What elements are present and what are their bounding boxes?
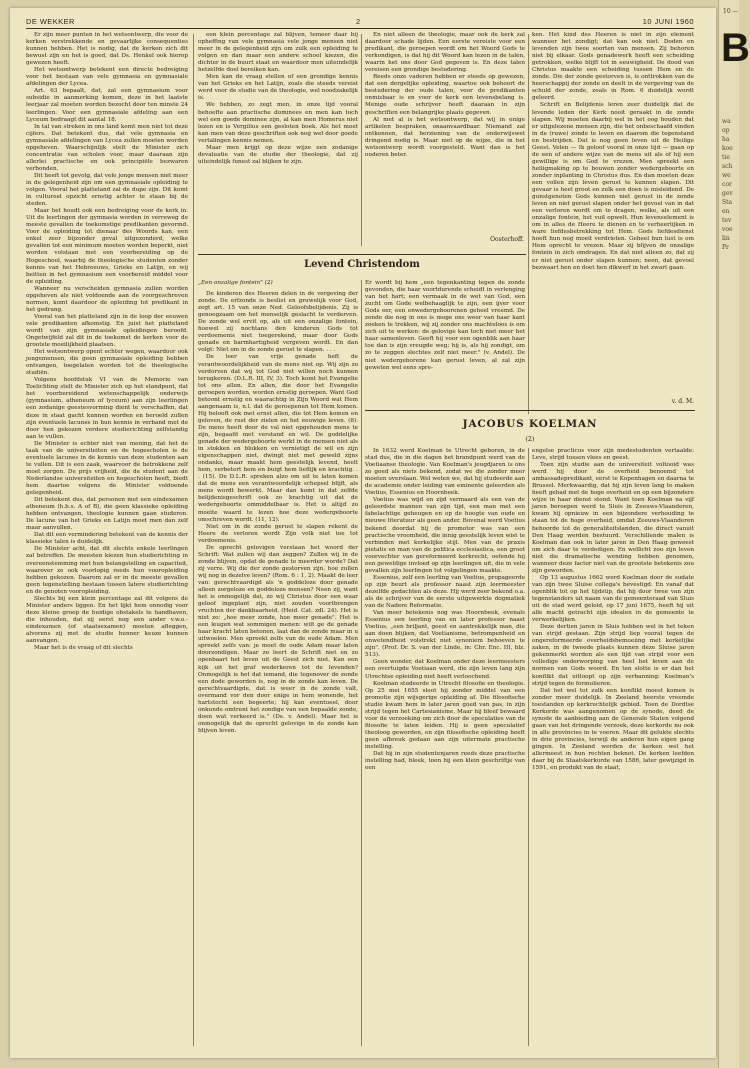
paragraph: Toen zijn studie aan de universiteit voltooid was werd hij door de overheid benoemd tot ambassadepredikant, eerst te Kopenhagen en daarna te Brussel. Merkwaardig, dat hij zijn leven lang te maken heeft gehad met de hoge overheid en op een bijzondere wijze in haar dienst stond. Want toen Koelman na vijf jaren beroepen werd te Sluis in Zeeuws-Vlaanderen, kwam hij opnieuw in een bijzondere verhouding te staan tot de hoge overheid, omdat Zeeuws-Vlaanderen behoorde tot de generaliteitslanden, die direct vanuit Den Haag werden bestuurd. Verschillende malen is Koelman dan ook in later jaren in Den Haag geweest om zich daar te verdedigen. En wellicht zou zijn leven niet die dramatische wending hebben genomen, wanneer deze factor niet van de grootste betekenis zou zijn geworden. xyxy=(532,462,694,574)
paragraph: engelse practicus voor zijn medestudenten vertaalde: Leve, strijd tussen vlees en geest. xyxy=(532,448,694,462)
section-rule xyxy=(198,254,526,255)
levend-christendom-column-1 xyxy=(198,280,358,1046)
koelman-column-1 xyxy=(365,448,525,1046)
paragraph: De kinderen des Heeren delen in de vergeving der zonde. De erfzonde is beslist en gruwelijk voor God, zegt art. 15 van onze Ned. Geloofsbelijdenis. Zij is genoegzaam om het menselijk geslacht te verderven. De zonde wel ervit op, als uit een onzalige fontein, hoewel zij nochtans den kinderen Gods tot verdoemenis niet toegerekend, maar door Gods genade en barmhartigheid vergeven wordt. En dan volgt: Niet om in de zonde gerust te slapen. . . . xyxy=(198,291,358,354)
levend-christendom-column-2 xyxy=(365,280,525,398)
article-column-4 xyxy=(532,32,694,412)
adjacent-page-fragment: tev xyxy=(722,217,732,224)
paragraph: De leer van vrije genade heft de verantwoordelijkheid van de mens niet op. Wij zijn zo verdorven dat wij tot God niet willen noch kunnen terugkeren. (D.L.R. III, IV, 3). Toch komt het Evangelie tot ons allen. En allen, die door het Evangelie geroepen worden, worden ernstig geroepen. Want God betoont ernstig en waarachtig in Zijn Woord wat Hem aangenaam is, n.l. dat de geroepenen tot Hem komen. Hij belooft ook met ernst allen, die tot Hem komen en geloven, de rust der zielen en het eeuwige leven. (8). De mens heeft door de val niet opgehouden mens te zijn, begaafd met verstand en wil. De goddelijke genade der wedergeboorte werkt in de mensen niet als in stokken en blokken en vernietigt de wil en zijn eigenschappen niet, dwingt niet met geweld zijns ondanks, maar maakt hem geestelijk levend, heelt hem, verbetert hem en buigt hem lieflijk en krachtig. . . (15). De D.L.R. spreken alzo om uit te laten komen dat de mens een verantwoordelijk schepsel blijft, als mens wordt bewerkt. Maar dan komt in dat zelfde belijdenisgeschrift ook zo krachtig uit dat de wedergeboorte ommiddelbaar is. Het is altijd zo moeite waard te lezen hoe deze wedergeboorte omschreven wordt. (11, 12). xyxy=(198,354,358,523)
column-divider xyxy=(361,280,362,1046)
paragraph: Dit betekent dus, dat personen met een eindexamen atheneum (h.b.s. A of B), die geen klassieke opleiding hebben ontvangen, theologie kunnen gaan studeren. De lacune van het Grieks en Latijn moet men dan zelf maar aanvullen. xyxy=(26,497,188,532)
paragraph: Er zijn meer punten in het wetsontwerp, die voor de kerken verstrekkende en gevaarlijke consequenties kunnen hebben. Het is nodig, dat de kerken zich dit bewust zijn en het is goed, dat Ds. Henkel ook hierop gewezen heeft. xyxy=(26,32,188,67)
paragraph: Er wordt bij hem „een tegenkanting tegen de zonde gevonden, die haar voortdurende scheidt in verlenging van het hart; een vermaak in de wet van God, een zucht om Gode welbehaaglijk te zijn, een ijver voor Gods eer, een onwedergeboorenen geheel vreemd. De zonde die nog in ons is moge ons weer van haar kant zoeken te trekken, wij zij zonder ons machteloos is om zich uit te werken: de gelovige kan toch niet meer het haar samenleven. Geeft hij voor een ogenblik aan haar toe dan is zijn vreugde weg; hij is, als hij zondigt, om zo te zeggen slechtes zelf niet meer." (v. Andel). De niet wedergeborene kan gerust leven, al zal zijn geweten wel eens spre- xyxy=(365,280,525,371)
column-divider xyxy=(361,34,362,246)
section-rule xyxy=(365,410,695,411)
adjacent-page-fragment: we xyxy=(722,172,731,179)
paragraph: Het wetsontwerp opent echter wegen, waardoor ook jongemensen, die geen gymnasiale opleiding hebben ontvangen, toegelaten worden tot de theologische studiën. xyxy=(26,349,188,377)
paragraph: De oprecht gelovigen verstaan het woord der Schrift: Wat zullen wij dan zeggen? Zullen wij in de zonde blijven, opdat de genade te meerder worde? Dat zij verre. Wij die der zonde gestorven zijn, hoe zullen wij nog in dezelve leven? (Rom. 6 : 1, 2). Maakt de leer van: gerechtvaardigd als 'n goddeloze door genade alleen zorgeloze en goddeloze mensen? Neen zij, want het is onmogelijk dat, zo wij Christus door een waar geloof ingeplant zijn, niet zouden voortbrengen vruchten der dankbaarheid. (Heid. Cat. zdl. 24). Het is niet zo: „hoe meer zonde, hoe meer genade". Het is een leugen wat sommigen menen: wilt ge de genade haar kracht laten betonen, laat dan de zonde maar in u uitwoelen. Men spreekt zelfs van de oude Adam. Men spreekt zelfs van: je moet de oude Adam maar laten doorzondigen. Maar zo leert de Schrift niet en zo openbaart het leven uit de Geest zich niet. Kan een kijk uit het graf wederkeren tot de levenden? Onmogelijk is het dat iemand, die tegenover de zonde een dode geworden is, nog in de zonde kan leven. De gerechtvaardigde, dat is weer in de zonde valt, overmand vor den door enige in hem wonende, het hartstocht een begeerte; hij kan eventueel, door onkunde omtrent het zondige van een bepaalde zonde, doen wat verkeerd is." (Ds. v. Andel). Maar het is onmogelijk dat de oprecht gelovige in de zonde kan blijven leven. xyxy=(198,544,358,734)
koelman-column-2 xyxy=(532,448,694,1046)
paragraph: In 1632 werd Koelman te Utrecht geboren, in de stad dus, die in die dagen het brandpunt werd van de Voetiaanse theologie. Van Koelman's jeugdjaren is ons zo goed als niets bekend, zodat we die zonder meer moeten overslaan. Wel weten we, dat hij studeerde aan de academie onder leiding van eminente geleerden als Voetius, Essenius en Hoornbeek. xyxy=(365,448,525,497)
paragraph: Schrift en Belijdenis leren zeer duidelijk dat de levende leden der Kerk nooit geraakt in de zonde slapen. Wij moeten daarbij wel in het oog houden dat er uitgelezene mensen zijn, die het onbeschaafd vinden in de (ruwe) zonde te leven en daarom die tegenstand en bestrijden. Dat is nog geen leven uit de Heilige Geest. Velen — Ik geloof vooral in onze tijd — gaan op de een of andere wijze van de mens uit als of hij een gewillige is om God te vrezen. Men spreekt een heiligmaking op te bouwen zonder wedergeboorte en zonder inplanting in Christus dus. En dan moeten deze een vollen zijn leven gerust te kunnen slapen. Dit gevaar is heel groot en zulk een doen is misleidend. De gunstgenoten Gods kunnen niet gerust in de zonde leven en niet gerust slapen onder het gevoel van in dat een verloren wordt om te dragen, welke, als uit een onzalige fontein, het vuil opwelt. Hun levenselement is om in alles de Heere te dienen en te verheerlijken in ware liefdesbetrekking tot Hem. Gods liefdesdienst hoeft hun nog moeit verdrieten. Geheel hun lust is om Hem oprecht te vrezen. Maar zij blijven de onzalige fontein in zich omdragen. En dat niet alleen zo, dat zij er niet gerust onder slapen kunnen; neen, dat gevoel bezwaart hen en doet hen dikwerf in het zwart gaan. xyxy=(532,102,694,271)
issue-date: 10 JUNI 1960 xyxy=(642,17,694,26)
adjacent-page-fragment: sch xyxy=(722,163,733,170)
paragraph: En niet alleen de theologie, maar ook de kerk zal daardoor schade lijden. Een eerste vereiste voor een predikant, die geroepen wordt om het Woord Gods te verkondigen, is dat hij dit Woord kan lezen in de talen, waarin het ons door God gegeven is. En deze talen vereisen een grondige bestudering. xyxy=(365,32,525,74)
paragraph: Slechts bij een klein percentage zal dit volgens de Minister anders liggen. En het lijkt hem onnodig voor deze kleine groep de huidige obstakels te handhaven, die inhouden, dat zij eerst nog een ander v.w.o.-eindexamen (of staatsexamen) moeten afleggen, alvorens zij met de studie hunner keuze kunnen aanvangen. xyxy=(26,595,188,645)
paragraph: De Minister is echter niet van mening, dat het de taak van de universiteiten en de hogescholen is de eventuele lacunes in de kennis van deze studenten aan te vullen. Dit is een zaak, waarvoor de betrokkene zelf moet zorgen. De prijs vrijheid, die de student aan de Nederlandse universiteiten en hogescholen heeft, biedt hem daartoe volgens de Minister voldoende gelegenheid. xyxy=(26,440,188,497)
paragraph: In tal van streken in ons land komt men niet tot deze cijfers. Dat betekent dus, dat vele gymnasia en gymnasiale afdelingen van Lycea zullen moeten worden opgeheven. Waarschijnlijk stelt de Minister zich concentratie van scholen voor, maar daaraan zijn allerlei practische en ook principiële bezwaren verbonden. xyxy=(26,123,188,172)
paragraph: Dat dit een vermindering betekent van de kennis der klassieke talen is duidelijk. xyxy=(26,532,188,546)
signature-oosterhoff: Oosterhoff. xyxy=(490,236,524,243)
paragraph: Op 13 augustus 1662 werd Koelman door de sudate van zijn twee Sluise collega's bevestigd. En vanaf dat ogenblik tot op het tijdstip, dat hij door twee van zijn tegenstanders uit naam van de gemeenteraad van Sluis uit de stad werd geleid, op 17 juni 1675, heeft hij uit alle macht getracht zijn idealen in de gemeente te verwerkelijken. xyxy=(532,574,694,624)
paragraph: Niet om in de zonde gerust te slapen rekent de Heere de verloren wordt Zijn volk niet toe tot verdoemenis. xyxy=(198,523,358,544)
column-divider xyxy=(193,34,194,1046)
paragraph: Al met al is het wetsontwerp, dat wij in enige artikelen bespraken, onaanvaardbaar. Niemand zal ontkennen, dat herziening van de onderwijswet dringend nodig is. Maar niet op de wijze, die in het wetsontwerp wordt voorgesteld. Want dan is het ouderen beter. xyxy=(365,116,525,158)
paragraph: Geen wonder, dat Koelman onder deze leermeesters een overtuigde Voetiaan werd, die zijn leven lang zijn Utrechtse opleiding niet heeft verloochend. xyxy=(365,659,525,680)
adjacent-page-fragment: voe xyxy=(722,226,733,233)
paragraph: Vooral van het platteland zijn in de loop der eeuwen vele predikanten afkomstig. En juist het platteland wordt van zijn gymnasiale opleidingen beroofd. Ongetwijfeld zal dit in de toekomst de kerken voor de grootste moeilijkheid plaatsen. xyxy=(26,313,188,349)
article-part-number: (2) xyxy=(525,435,535,443)
adjacent-page-fragment: lin xyxy=(722,235,730,242)
paragraph: Van meer betekenis nog was Hoornbeek, evenals Essenius een leerling van en later professor naast Voetius, „een briljant, geest en aantrekkelijk man, die aan doen blijken, dat Voetianisme, betrompenheid en onwetendheid volstrekt niet synoniem behoeven te zijn". (Prof. Dr. S. van der Linde, in: Chr. Enc. III, blz. 513). xyxy=(365,610,525,659)
adjacent-page-fragment: wa xyxy=(722,118,731,125)
paragraph: Art. 63 bepaalt, dat, zal een gymnasium voor subsidie in aanmerking komen, deze in het laatste leerjaar zal moeten worden bezocht door ten minste 24 leerlingen. Voor een gymnasiale afdeling aan een Lyceum bedraagt dit aantal 18. xyxy=(26,88,188,123)
page-number: 2 xyxy=(356,17,361,26)
adjacent-page-fragment: Sta xyxy=(722,199,733,206)
adjacent-headline-letter: B xyxy=(721,26,750,70)
paper-name: DE WEKKER xyxy=(26,17,75,26)
adjacent-page-fragment: tie xyxy=(722,154,730,161)
paragraph: Deze dertien jaren in Sluis hebben wel in het teken van strijd gestaan. Zijn strijd liep vooral tegen de ongereformeerde overheidsbemoeiing met kerkelijke zaken, in de tweede plaats kunnen deze Sluise jaren gekenmerkt worden als een tijd van strijd voor een volledige onderworping van heel het leven aan de normen van Gods woord. En ten slotte is er dan het konflikt dat uitloopt op zijn verbanning: Koelman's strijd tegen de formulieren. xyxy=(532,624,694,687)
paragraph: Essenius, zelf een leerling van Voetius, propageerde op zijn beurt als professor naast zijn leermeester dezelfde gedachten als deze. Hij werd zeer bekend o.a. als de schrijver van de eerste uitgewerkte dogmatiek van de Nadere Reformatie. xyxy=(365,574,525,610)
paragraph: Koelman studeerde in Utrecht filosofie en theologie. Op 25 mei 1655 sloot hij zonder middel van een promotie zijn wijsgerige opleiding af. Die filosofische studie kwam hem in later jaren goed van pas, in zijn strijd tegen het Cartesianisme. Maar hij bleef bewaard voor de verzoeking om zich door de speculaties van de filosofie te laten leiden. Hij is geen speculatief theoloog geworden, en zijn filosofische opleiding heeft geen afbreuk gedaan aan zijn uitermate practische instelling. xyxy=(365,680,525,750)
column-divider xyxy=(528,34,529,414)
paragraph: Dit heeft tot gevolg, dat vele jonge mensen niet meer in de gelegenheid zijn om een gymnasiale opleiding te volgen. Vooral het platteland zal de dupe zijn. Dit komt in cultureel opzicht ernstig achter te staan bij de steden. xyxy=(26,172,188,208)
paragraph: een klein percentage zal blijven, temeer daar bij opheffing van vele gymnasia vele jonge mensen niet meer in de gelegenheid zijn om zulk een opleiding te volgen en dan maar een andere school kiezen, die dichter in de buurt staat en waardoor men uiteindelijk hetzelfde doel bereiken kan. xyxy=(198,32,358,74)
adjacent-page-fragment: op xyxy=(722,127,730,134)
adjacent-page-fragment: cor xyxy=(722,181,732,188)
paragraph: Dat hij in zijn studentenjaren reeds deze practische instelling had, bleek, toen hij een klein geschriftje van een xyxy=(365,751,525,772)
paragraph: Volgens hoofdstuk VI van de Memorie van Toelichting stelt de Minister zich op het standpunt, dat het voorbereidend wetenschappelijk onderwijs (gymnasium, atheneum of lyceum) aan zijn leerlingen een zodanige geestesvorming dient te verschaffen, dat deze in staat gacht kunnen worden en beroeld zullen zijn eventuele lacunes in hun kennis in verband met de door hen gekozen verdere studierichting zelfstandig aan te vullen. xyxy=(26,377,188,440)
paragraph: Men kan de vraag stellen of een grondige kennis van het Grieks en het Latijn, zoals die steeds vereist werd voor de studie van de theologie, wel noodzakelijk is. xyxy=(198,74,358,102)
page-header xyxy=(26,14,694,29)
article-title-levend-christendom: Levend Christendom xyxy=(304,259,420,270)
adjacent-page-fragment: koe xyxy=(722,145,733,152)
paragraph: Voetius was wijd en zijd vermaard als een van de geleerdste mannen van zijn tijd, een man met een fabelachtige geheugen en op de hoogte van oude en nieuwe literatuur als geen ander. Bovenal werd Voetius bekend doordat hij de promotor was van een practische vroomheid, die innig geestelijk leven wist te verbinden met kerkelijke stijl. Men van de praxis pietatis en man van de politica ecclesiastica, een groot voorvechter van gereformeerd kerkrecht, oefende hij een geweldige invloed op zijn leerlingen uit, die in vele gevallen zijn leerlingen tot volgelingen maakte. xyxy=(365,497,525,574)
paragraph: Maar men krijgt op deze wijze een zodanige devaluatie van de studie der theologie, dat zij uiteindelijk funest zal blijken te zijn. xyxy=(198,144,358,165)
article-column-2 xyxy=(198,32,358,246)
adjacent-page-fragment: Pr xyxy=(722,244,729,251)
paragraph: Het wetsontwerp betekent een directe bedreiging voor het bestaan van vele gymnasia en gymnasiale afdelingen der Lycea. xyxy=(26,67,188,88)
column-divider xyxy=(528,448,529,1046)
newspaper-page xyxy=(10,8,716,1058)
adjacent-page-fragment: ha xyxy=(722,136,730,143)
adjacent-page-edge xyxy=(718,0,750,1068)
paragraph: Maar het houdt ook een bedreiging voor de kerk in. Uit de leerlingen der gymnasia worden in verreweg de meeste gevallen de toekomstige predikanten gevormd. Voor de opleiding tot dienaar des Woords kan, een enkel zeer bijzonder geval uitgezonderd, welke gevallen tot een minimum moeten worden beperkt, niet worden volstaan met een voorbereiding op de Hogeschool, waarbij de theologische studenten zonder kennis van het Hebreeuws, Grieks en Latijn, en wij beitten in het gymnasium een voorbereid middel voor de opleiding. xyxy=(26,208,188,285)
paragraph: Dat het wel tot zulk een konflikt moest komen is zonder meer duidelijk. In Zeeland heerste vreemde toestanden op kerkrechtelijk gebied. Toen de Dordtse Kerkorde was aangenomen op de synode, deed de synode de aanbieding aan de Generale Staten volgend gaan van het dringende verzoek, deze kerkorde nu ook in alle provincies in te voeren. Maar dit gelukte slechts in drie provincies, terwijl de anderen hun eigen gang gingen. In Zeeland werden de kerken wel het allermeest in hun rechten beknot. De kerken leefden daar bij de Staatskerkorde van 1586, later gewijzigd in 1591, en produkt van de staat, xyxy=(532,687,694,772)
adjacent-page-fragment: en xyxy=(722,208,730,215)
article-column-3 xyxy=(365,32,525,242)
paragraph: Wanneer nu verscheiden gymnasia zullen worden opgeheven als niet voldoende aan de voorgeschreven normen, komt daardoor de opleiding tot predikant in het gedrang. xyxy=(26,285,188,313)
adjacent-page-fragment: gev xyxy=(722,190,733,197)
article-column-1 xyxy=(26,32,188,1048)
signature-vdm: v. d. M. xyxy=(671,398,694,405)
paragraph: Reeds onze vaderen hebben er steeds op gewezen, dat een dergelijke opleiding, waartoe ook behoort de bestudering der oude talen, voor de predikanten onmisbaar is en voor de kerk een levensbelang is. Menige oude schrijver heeft daaraan in zijn geschriften een belangrijke plaats gegeven. xyxy=(365,74,525,116)
article-title-jacobus-koelman: JACOBUS KOELMAN xyxy=(462,418,598,430)
paragraph: We hebben, zo zegt men, in onze tijd vooral behoefte aan practische dominees en men kan toch wel een goede dominee zijn, al kan men Homerus niet lezen en is Vergilius een gesloten boek. Als het moet kan men van deze geschriften ook nog wel door goede vertalingen kennis nemen. xyxy=(198,102,358,144)
article-subtitle: „Een onzalige fontein" (2) xyxy=(198,280,273,286)
paragraph: De Minister acht, dat dit slechts enkele leerlingen zal betreffen. De meesten kiezen hun studierichting in overeenstemming met hun belangstelling en capaciteit, waarover ze ook voorlopig reeds hun vooropleiding hebben gekozen. Daarom zal er in de meeste gevallen geen tegenstelling bestaan tussen latere studierichting en de genoten vooropleiding. xyxy=(26,546,188,595)
adjacent-page-number: 10 — xyxy=(723,8,739,15)
paragraph: ken. Het kind des Heeren is niet in zijn element wanneer het zondigt; dat kan ook niet. Doden en levenden zijn twee soorten van mensen. Zij behoren niet bij elkaar. Gods genadewerk heeft een scheiding getrokken, welke blijft tot in eeuwigheid. De dood van Christus maakte een scheiding tussen Hem en de zonde. Die der zonde gestorven is, is onttrokken van de heerschappij der zonde en deelt in de vergeving van de schuld der zonde, zoals in Rom. 6 duidelijk wordt geleerd. xyxy=(532,32,694,102)
paragraph: Maar het is de vraag of dit slechts xyxy=(34,645,133,652)
